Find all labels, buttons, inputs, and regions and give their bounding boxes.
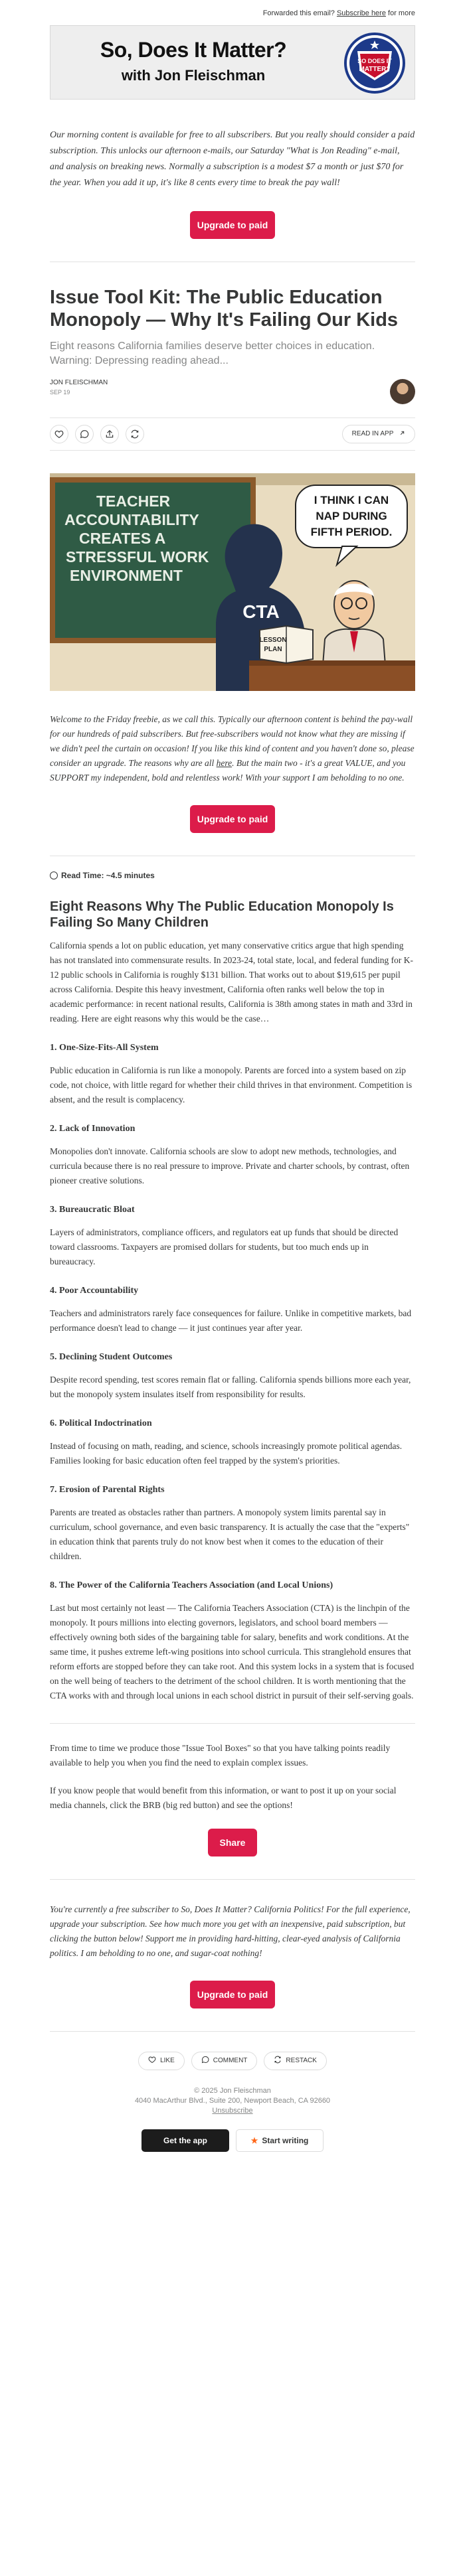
read-time-label: Read Time: ~4.5 minutes	[61, 871, 155, 880]
forward-text: Forwarded this email?	[262, 9, 335, 17]
share-icon	[105, 429, 114, 439]
heart-icon	[54, 429, 64, 439]
closing-paragraph-2: If you know people that would benefit from this information, or want to post it up on your social media channels, click the BRB (big red button) and see the options!	[50, 1785, 397, 1810]
avatar[interactable]	[390, 379, 415, 404]
post-subtitle: Eight reasons California families deserve better choices in education. Warning: Depressing reading ahead...	[50, 341, 375, 366]
article-heading: Eight Reasons Why The Public Education Monopoly Is Failing So Many Children	[50, 899, 394, 930]
hero-image[interactable]	[50, 473, 415, 691]
section-title: 7. Erosion of Parental Rights	[50, 1485, 165, 1495]
board-line-5: ENVIRONMENT	[70, 567, 183, 584]
section-title: 5. Declining Student Outcomes	[50, 1352, 173, 1362]
restack-icon	[130, 429, 140, 439]
post-title[interactable]: Issue Tool Kit: The Public Education Monopoly — Why It's Failing Our Kids	[50, 287, 399, 331]
section-text: Layers of administrators, compliance officers, and regulators eat up funds that should be directed toward classrooms. Taxpayers are promised dollars for students, but too much ends up in bureaucracy.	[50, 1227, 399, 1266]
article-body	[50, 939, 415, 1703]
section-title: 8. The Power of the California Teachers Association (and Local Unions)	[50, 1580, 333, 1590]
post-actions	[50, 417, 415, 451]
copyright: © 2025 Jon Fleischman	[194, 2087, 271, 2095]
clock-icon	[50, 871, 58, 879]
logo-text-top: SO DOES IT	[357, 58, 392, 64]
footer-restack-button[interactable]	[264, 2052, 327, 2070]
like-button[interactable]	[50, 425, 68, 443]
subscribe-link[interactable]: Subscribe here	[336, 9, 386, 17]
author-name[interactable]: JON FLEISCHMAN	[50, 379, 108, 386]
cartoon-illustration	[50, 473, 415, 691]
banner-subtitle: with Jon Fleischman	[121, 67, 266, 84]
comment-icon	[80, 429, 89, 439]
friday-here-link[interactable]: here	[216, 758, 232, 768]
read-in-app-label: READ IN APP	[351, 430, 394, 437]
footer-comment-button[interactable]	[191, 2052, 258, 2070]
section-title: 1. One-Size-Fits-All System	[50, 1043, 159, 1053]
byline	[50, 379, 415, 406]
footer-info	[50, 2086, 415, 2116]
divider	[50, 2031, 415, 2032]
email-content	[50, 0, 415, 2156]
bubble-line-2: NAP DURING	[316, 510, 387, 522]
section-text: Parents are treated as obstacles rather than partners. A monopoly system limits parental say in curriculum, school governance, and even basic transparency. It is actually the case that the "experts" in education think that parents truly do not know best when it comes to the education of their children.	[50, 1507, 410, 1561]
bubble-line-3: FIFTH PERIOD.	[310, 526, 393, 538]
friday-freebie-note	[50, 712, 415, 785]
friday-text-part1: Welcome to the Friday freebie, as we call this. Typically our afternoon content is behind the pay-wall for our hundreds of paid subscribers. But free-subscribers would not know what they are missing if we didn't peel the curtain on occasion! If you like this kind of content and you haven't done so, please consider an upgrade. The reasons why are all	[50, 714, 415, 768]
divider	[50, 1723, 415, 1724]
section-text: Teachers and administrators rarely face consequences for failure. Unlike in competitive markets, bad performance doesn't lead to change — it just continues year after year.	[50, 1308, 412, 1333]
like-label: LIKE	[160, 2057, 175, 2064]
start-writing-button[interactable]	[236, 2129, 324, 2152]
unsubscribe-link[interactable]: Unsubscribe	[212, 2107, 253, 2115]
get-the-app-button[interactable]: Get the app	[141, 2129, 229, 2152]
article-lead: California spends a lot on public education, yet many conservative critics argue that high spending has not translated into commensurate results. In 2023-24, total state, local, and federal funding for K-12 public schools in California is roughly $131 billion. That works out to about $19,615 per pupil across California. Despite this heavy investment, California often ranks well below the top in academic performance: in recent national results, California is 38th among states in math and 33rd in reading. Here are eight reasons why this would be the case…	[50, 941, 413, 1023]
read-time	[50, 870, 415, 881]
footer-like-button[interactable]	[138, 2052, 185, 2070]
closing-text	[50, 1741, 415, 1813]
restack-icon	[274, 2056, 282, 2064]
heart-icon	[148, 2056, 156, 2064]
post-date: SEP 19	[50, 389, 70, 396]
footer-actions	[50, 2052, 415, 2073]
closing-paragraph-1: From time to time we produce those "Issue Tool Boxes" so that you have talking points readily available to help you when you find the need to explain complex issues.	[50, 1743, 391, 1768]
section-text: Instead of focusing on math, reading, and science, schools increasingly promote political agendas. Families looking for basic education often feel trapped by the system's priorities.	[50, 1441, 403, 1466]
comment-button[interactable]	[75, 425, 94, 443]
section-text: Despite record spending, test scores remain flat or falling. California spends billions more each year, but the monopoly system insulates itself from responsibility for results.	[50, 1375, 411, 1399]
forward-suffix: for more	[388, 9, 415, 17]
friday-text-part2: . But the main two - it's a great VALUE, and you SUPPORT my independent, bold and relentless work! With your support I am beholding to no one.	[50, 758, 406, 783]
section-text: Public education in California is run like a monopoly. Parents are forced into a system based on zip code, not choice, with little regard for whether their child thrives in that environment. Competition is absent, and the result is complacency.	[50, 1065, 413, 1104]
shadow-label: CTA	[242, 601, 280, 622]
publication-logo	[343, 31, 407, 95]
free-subscriber-note: You're currently a free subscriber to So, Does It Matter? California Politics! For the full experience, upgrade your subscription. See how much more you get with an inexpensive, paid subscription, but clicking the button below! Support me in providing hard-hitting, clear-eyed analysis of California politics. I am beholding to no one, and sugar-coat nothing!	[50, 1904, 411, 1958]
share-button[interactable]	[100, 425, 119, 443]
upgrade-button-top[interactable]: Upgrade to paid	[190, 211, 275, 239]
share-button-big[interactable]: Share	[208, 1829, 257, 1856]
substack-star-icon: ★	[250, 2136, 258, 2145]
arrow-up-right-icon	[399, 430, 405, 436]
board-line-3: CREATES A	[79, 530, 166, 547]
book-line-2: PLAN	[264, 646, 282, 653]
section-text: Last but most certainly not least — The California Teachers Association (CTA) is the linchpin of the monopoly. It pours millions into electing governors, legislators, and school board members — effectively owning both sides of the bargaining table for salary, benefits and work conditions. At the same time, it pushes extreme left-wing positions into school curricula. This stranglehold ensures that reform efforts are stopped before they can take root. And this system locks in a system that is focused on the well being of teachers to the detriment of the school children. It is worth mentioning that the CTA works with and through local unions in each school district in pursuit of their self-serving goals.	[50, 1603, 415, 1701]
book-line-1: LESSON	[259, 637, 287, 644]
board-line-4: STRESSFUL WORK	[66, 548, 209, 566]
upgrade-button-middle[interactable]: Upgrade to paid	[190, 805, 275, 833]
intro-text: Our morning content is available for free to all subscribers. But you really should consider a paid subscription. This unlocks our afternoon e-mails, our Saturday "What is Jon Reading" e-mail, and analysis on breaking news. Normally a subscription is a modest $7 a month or just $70 for the year. When you add it up, it's like 8 cents every time to break the pay wall!	[50, 130, 415, 188]
section-title: 3. Bureaucratic Bloat	[50, 1205, 135, 1215]
banner-title: So, Does It Matter?	[100, 38, 287, 62]
mailing-address: 4040 MacArthur Blvd., Suite 200, Newport Beach, CA 92660	[134, 2097, 331, 2105]
section-title: 2. Lack of Innovation	[50, 1124, 136, 1134]
logo-text-bottom: MATTER?	[359, 66, 391, 73]
bubble-line-1: I THINK I CAN	[314, 494, 389, 506]
upgrade-button-bottom[interactable]: Upgrade to paid	[190, 1981, 275, 2008]
publication-banner[interactable]	[50, 25, 415, 100]
section-title: 6. Political Indoctrination	[50, 1418, 152, 1428]
footer-ctas	[50, 2129, 415, 2156]
comment-label: COMMENT	[213, 2057, 248, 2064]
read-in-app-button[interactable]	[342, 425, 415, 443]
section-title: 4. Poor Accountability	[50, 1286, 139, 1296]
restack-button[interactable]	[126, 425, 144, 443]
start-writing-label: Start writing	[262, 2136, 309, 2145]
section-text: Monopolies don't innovate. California schools are slow to adopt new methods, technologies, and curricula because there is no real pressure to improve. Private and charter schools, by contrast, often pioneer creative solutions.	[50, 1146, 410, 1185]
restack-label: RESTACK	[286, 2057, 317, 2064]
board-line-1: TEACHER	[96, 492, 171, 510]
board-line-2: ACCOUNTABILITY	[64, 511, 199, 528]
divider	[50, 1879, 415, 1880]
comment-icon	[201, 2056, 209, 2064]
forward-bar	[50, 0, 415, 25]
